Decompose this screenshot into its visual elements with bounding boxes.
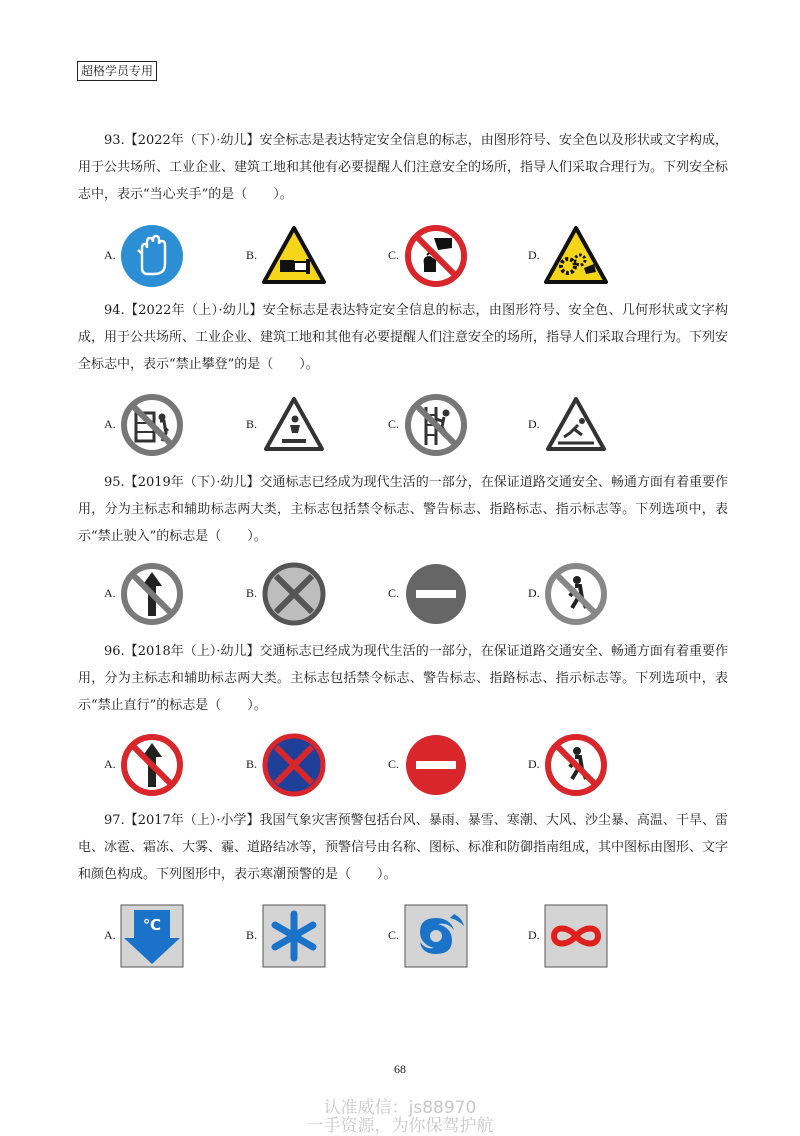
prohibit-scaffold-icon [120, 393, 184, 457]
options-93 [104, 222, 664, 292]
infinity-haze-icon [544, 904, 608, 968]
question-94: 94.【2022年（上）·幼儿】安全标志是表达特定安全信息的标志，由图形符号、安全色、几何形状或文字构成，用于公共场所、工业企业、建筑工地和其他有必要提醒人们注意安全的场所，指导人们采取合理行为。下列安全标志中，表示“禁止攀登”的是（ ）。 [78, 303, 729, 372]
options-94 [104, 391, 664, 461]
exclusive-tag: 超格学员专用 [77, 61, 157, 81]
warning-fall-icon [262, 393, 326, 457]
no-stopping-gray-icon [262, 562, 326, 626]
warning-slip-icon [544, 393, 608, 457]
prohibit-climb-icon [404, 393, 468, 457]
option-letter: A. [104, 928, 116, 942]
page-number: 68 [394, 1062, 406, 1076]
options-95 [104, 560, 664, 630]
option-letter: C. [388, 757, 400, 771]
question-96: 96.【2018年（上）·幼儿】交通标志已经成为现代生活的一部分，在保证道路交通安全、畅通方面有着重要作用，分为主标志和辅助标志两大类。主标志包括禁令标志、警告标志、指路标志、指示标志等。下列选项中，表示“禁止直行”的标志是（ ）。 [78, 644, 728, 713]
option-letter: C. [388, 586, 400, 600]
no-straight-gray-icon [120, 562, 184, 626]
options-97 [104, 902, 664, 972]
watermark-line-1: 认准威信：js88970 [323, 1098, 477, 1118]
option-letter: C. [388, 248, 400, 262]
question-97: 97.【2017年（上）·小学】我国气象灾害预警包括台风、暴雨、暴雪、寒潮、大风、沙尘暴、高温、干旱、雷电、冰雹、霜冻、大雾、霾、道路结冰等，预警信号由名称、图标、标准和防御指南组成，其中图标由图形、文字和颜色构成。下列图形中，表示寒潮预警的是（ ）。 [78, 813, 729, 882]
option-letter: D. [528, 757, 540, 771]
no-stopping-red-icon [262, 733, 326, 797]
option-letter: B. [246, 586, 258, 600]
blue-glove-mandatory-icon [120, 224, 184, 288]
option-letter: A. [104, 757, 116, 771]
option-letter: A. [104, 248, 116, 262]
typhoon-icon [404, 904, 468, 968]
no-straight-red-icon [120, 733, 184, 797]
option-letter: C. [388, 417, 400, 431]
option-letter: D. [528, 928, 540, 942]
yellow-warning-hand-icon [262, 224, 326, 288]
option-letter: B. [246, 757, 258, 771]
no-pedestrian-gray-icon [544, 562, 608, 626]
yellow-warning-gear-hand-icon [544, 224, 608, 288]
option-letter: D. [528, 248, 540, 262]
option-letter: D. [528, 417, 540, 431]
option-letter: D. [528, 586, 540, 600]
option-letter: A. [104, 586, 116, 600]
option-letter: B. [246, 248, 258, 262]
question-93: 93.【2022年（下）·幼儿】安全标志是表达特定安全信息的标志，由图形符号、安全色以及形状或文字构成，用于公共场所、工业企业、建筑工地和其他有必要提醒人们注意安全的场所，指导人们采取合理行为。下列安全标志中，表示“当心夹手”的是（ ）。 [78, 133, 729, 202]
no-pedestrian-red-icon [544, 733, 608, 797]
option-letter: C. [388, 928, 400, 942]
watermark-line-2: 一手资源，为你保驾护航 [306, 1116, 494, 1136]
celsius-label: ℃ [142, 916, 162, 934]
snowflake-icon [262, 904, 326, 968]
question-95: 95.【2019年（下）·幼儿】交通标志已经成为现代生活的一部分，在保证道路交通安全、畅通方面有着重要作用，分为主标志和辅助标志两大类，主标志包括禁令标志、警告标志、指路标志、指示标志等。下列选项中，表示“禁止驶入”的标志是（ ）。 [78, 475, 728, 544]
option-letter: B. [246, 928, 258, 942]
no-entry-gray-icon [404, 562, 468, 626]
option-letter: A. [104, 417, 116, 431]
option-letter: B. [246, 417, 258, 431]
red-prohibit-hand-icon [404, 224, 468, 288]
cold-wave-arrow-icon [120, 904, 184, 968]
options-96 [104, 731, 664, 801]
no-entry-red-icon [404, 733, 468, 797]
